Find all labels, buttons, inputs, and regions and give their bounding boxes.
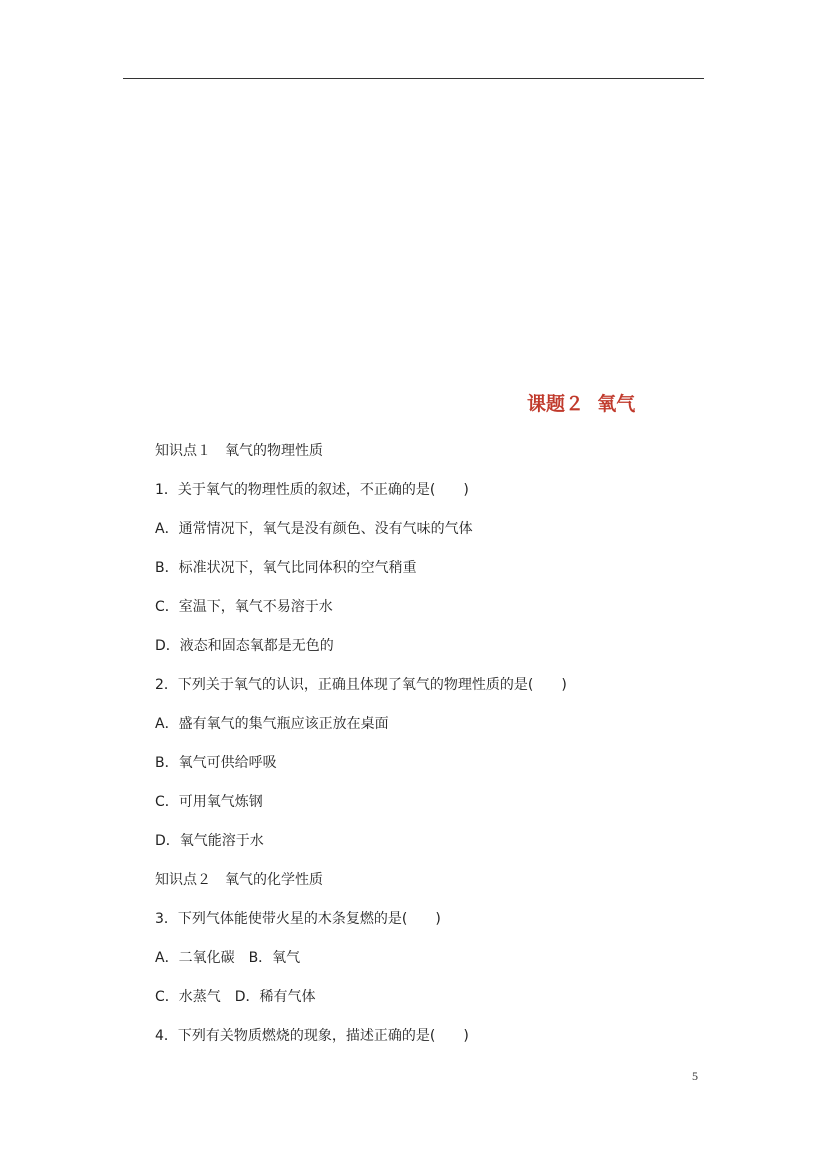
answer-option: A．通常情况下，氧气是没有颜色、没有气味的气体 [155,521,473,537]
header-rule [123,78,704,79]
question-text: 4．下列有关物质燃烧的现象，描述正确的是( ) [155,1028,469,1044]
answer-option: B．标准状况下，氧气比同体积的空气稍重 [155,560,417,576]
question-text: 2．下列关于氧气的认识，正确且体现了氧气的物理性质的是( ) [155,677,567,693]
answer-option: A．盛有氧气的集气瓶应该正放在桌面 [155,716,389,732]
answer-option: A．二氧化碳 B．氧气 [155,950,301,966]
lesson-title: 课题２ 氧气 [527,393,636,415]
document-body [155,440,715,1064]
answer-option: D．液态和固态氧都是无色的 [155,638,334,654]
section-heading: 知识点１ 氧气的物理性质 [155,443,323,459]
answer-option: B．氧气可供给呼吸 [155,755,277,771]
section-heading: 知识点２ 氧气的化学性质 [155,872,323,888]
answer-option: D．氧气能溶于水 [155,833,264,849]
page-number: 5 [692,1069,698,1083]
answer-option: C．室温下，氧气不易溶于水 [155,599,333,615]
answer-option: C．可用氧气炼钢 [155,794,263,810]
question-text: 1．关于氧气的物理性质的叙述，不正确的是( ) [155,482,469,498]
question-text: 3．下列气体能使带火星的木条复燃的是( ) [155,911,441,927]
answer-option: C．水蒸气 D．稀有气体 [155,989,316,1005]
